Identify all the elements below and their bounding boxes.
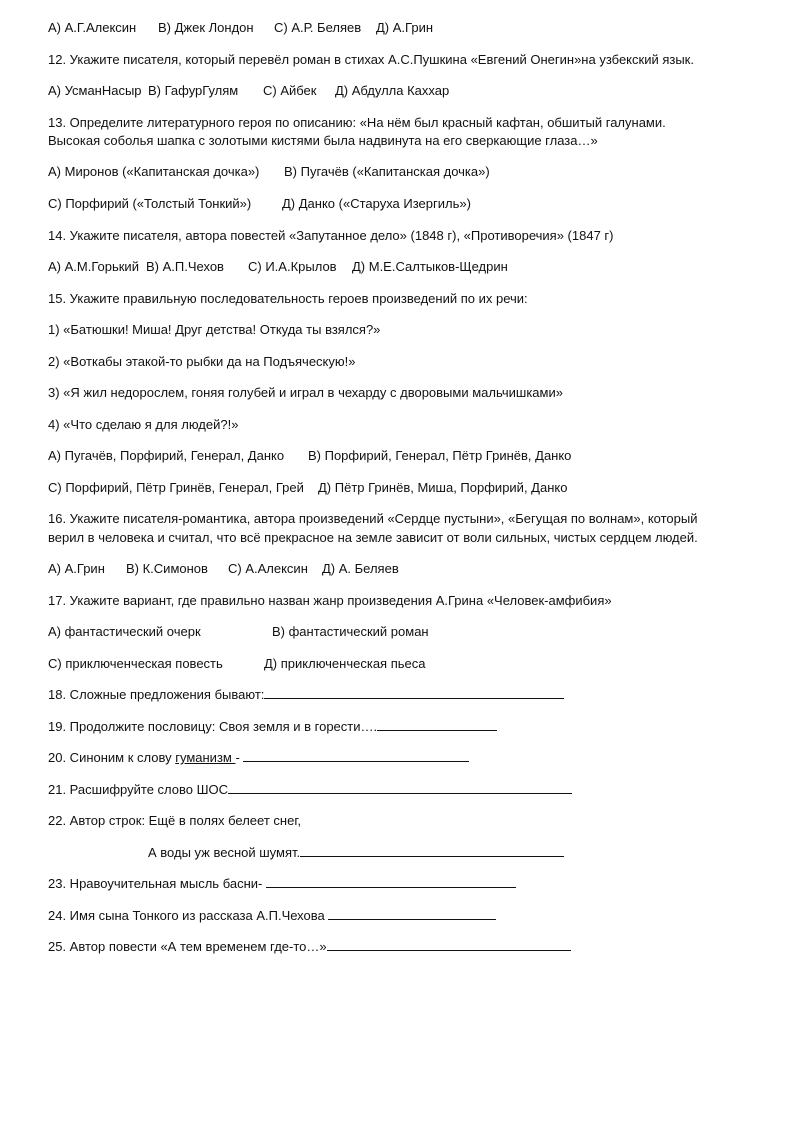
q22-line2-wrap [148,844,564,862]
q22-answer-line[interactable] [300,844,564,857]
q12-option-a: А) УсманНасыр [48,83,142,98]
q13-option-b: В) Пугачёв («Капитанская дочка») [284,164,490,179]
q15-option-a: А) Пугачёв, Порфирий, Генерал, Данко [48,448,285,463]
q16-option-b: В) К.Симонов [126,561,208,576]
q11-option-c: С) А.Р. Беляев [274,20,362,35]
q14-question: 14. Укажите писателя, автора повестей «Запутанное дело» (1848 г), «Противоречия» (1847 г) [48,228,614,243]
q15-options-row2 [48,479,567,497]
q18 [48,686,564,704]
q17-option-a: А) фантастический очерк [48,624,201,639]
q17-option-b: В) фантастический роман [272,624,429,639]
q17-options-row2 [48,655,425,673]
q13-options-row2 [48,195,471,213]
q20-suffix: - [235,750,244,765]
q15-item-3: 3) «Я жил недорослем, гоняя голубей и играл в чехарду с дворовыми мальчишками» [48,385,563,400]
q25-text: 25. Автор повести «А тем временем где-то…» [48,939,327,954]
q13-option-d: Д) Данко («Старуха Изергиль») [282,196,471,211]
q13-question-line1: 13. Определите литературного героя по описанию: «На нём был красный кафтан, обшитый галунами. [48,115,666,130]
q13-question-line2: Высокая соболья шапка с золотыми кистями была надвинута на его сверкающие глаза…» [48,133,598,148]
q20-word: гуманизм [175,750,236,765]
q14-option-d: Д) М.Е.Салтыков-Щедрин [352,259,508,274]
q12-question: 12. Укажите писателя, который перевёл роман в стихах А.С.Пушкина «Евгений Онегин»на узбекский язык. [48,52,694,67]
q24 [48,907,496,925]
q16-question-line1: 16. Укажите писателя-романтика, автора произведений «Сердце пустыни», «Бегущая по волнам», который [48,511,698,526]
q15-item-4: 4) «Что сделаю я для людей?!» [48,417,239,432]
q11-option-d: Д) А.Грин [376,20,434,35]
q14-option-a: А) А.М.Горький [48,259,139,274]
q21-answer-line[interactable] [228,781,572,794]
q24-answer-line[interactable] [328,907,496,920]
q12-options [48,82,449,100]
q16-option-d: Д) А. Беляев [322,561,399,576]
q24-text: 24. Имя сына Тонкого из рассказа А.П.Чехова [48,908,329,923]
q16-options [48,560,399,578]
q14-option-b: В) А.П.Чехов [146,259,224,274]
q21 [48,781,572,799]
q25-answer-line[interactable] [327,938,571,951]
q17-options-row1 [48,623,429,641]
q14-option-c: С) И.А.Крылов [248,259,337,274]
q20-prefix: 20. Синоним к слову [48,750,176,765]
q13-option-a: А) Миронов («Капитанская дочка») [48,164,260,179]
q15-option-d: Д) Пётр Гринёв, Миша, Порфирий, Данко [318,480,568,495]
q13-options-row1 [48,163,490,181]
q23-answer-line[interactable] [266,875,516,888]
q12-option-d: Д) Абдулла Каххар [335,83,450,98]
q21-text: 21. Расшифруйте слово ШОС [48,782,229,797]
q15-option-b: В) Порфирий, Генерал, Пётр Гринёв, Данко [308,448,572,463]
q15-option-c: С) Порфирий, Пётр Гринёв, Генерал, Грей [48,480,304,495]
q16-option-a: А) А.Грин [48,561,105,576]
q19-answer-line[interactable] [377,718,497,731]
q16-option-c: С) А.Алексин [228,561,308,576]
q14-options [48,258,508,276]
q15-item-1: 1) «Батюшки! Миша! Друг детства! Откуда ты взялся?» [48,322,381,337]
q15-question: 15. Укажите правильную последовательность героев произведений по их речи: [48,291,528,306]
q16-question-line2: верил в человека и считал, что всё прекрасное на земле зависит от воли сильных, чистых сердцем людей. [48,530,698,545]
q11-option-b: В) Джек Лондон [158,20,254,35]
q12-option-b: В) ГафурГулям [148,83,239,98]
q18-answer-line[interactable] [264,686,564,699]
q22-line1: 22. Автор строк: Ещё в полях белеет снег, [48,813,302,828]
q17-option-c: С) приключенческая повесть [48,656,223,671]
q20 [48,749,469,767]
q20-answer-line[interactable] [243,749,469,762]
q25 [48,938,571,956]
q15-item-2: 2) «Воткабы этакой-то рыбки да на Подъяческую!» [48,354,356,369]
q13-option-c: С) Порфирий («Толстый Тонкий») [48,196,252,211]
q23-text: 23. Нравоучительная мысль басни- [48,876,266,891]
q11-options [48,19,433,37]
q12-option-c: С) Айбек [263,83,317,98]
q23 [48,875,516,893]
q11-option-a: А) А.Г.Алексин [48,20,137,35]
q17-option-d: Д) приключенческая пьеса [264,656,426,671]
q15-options-row1 [48,447,571,465]
q22-line2: А воды уж весной шумят. [148,845,301,860]
q19-text: 19. Продолжите пословицу: Своя земля и в горести…. [48,719,378,734]
q17-question: 17. Укажите вариант, где правильно назван жанр произведения А.Грина «Человек-амфибия» [48,593,612,608]
q19 [48,718,497,736]
q18-text: 18. Сложные предложения бывают: [48,687,265,702]
